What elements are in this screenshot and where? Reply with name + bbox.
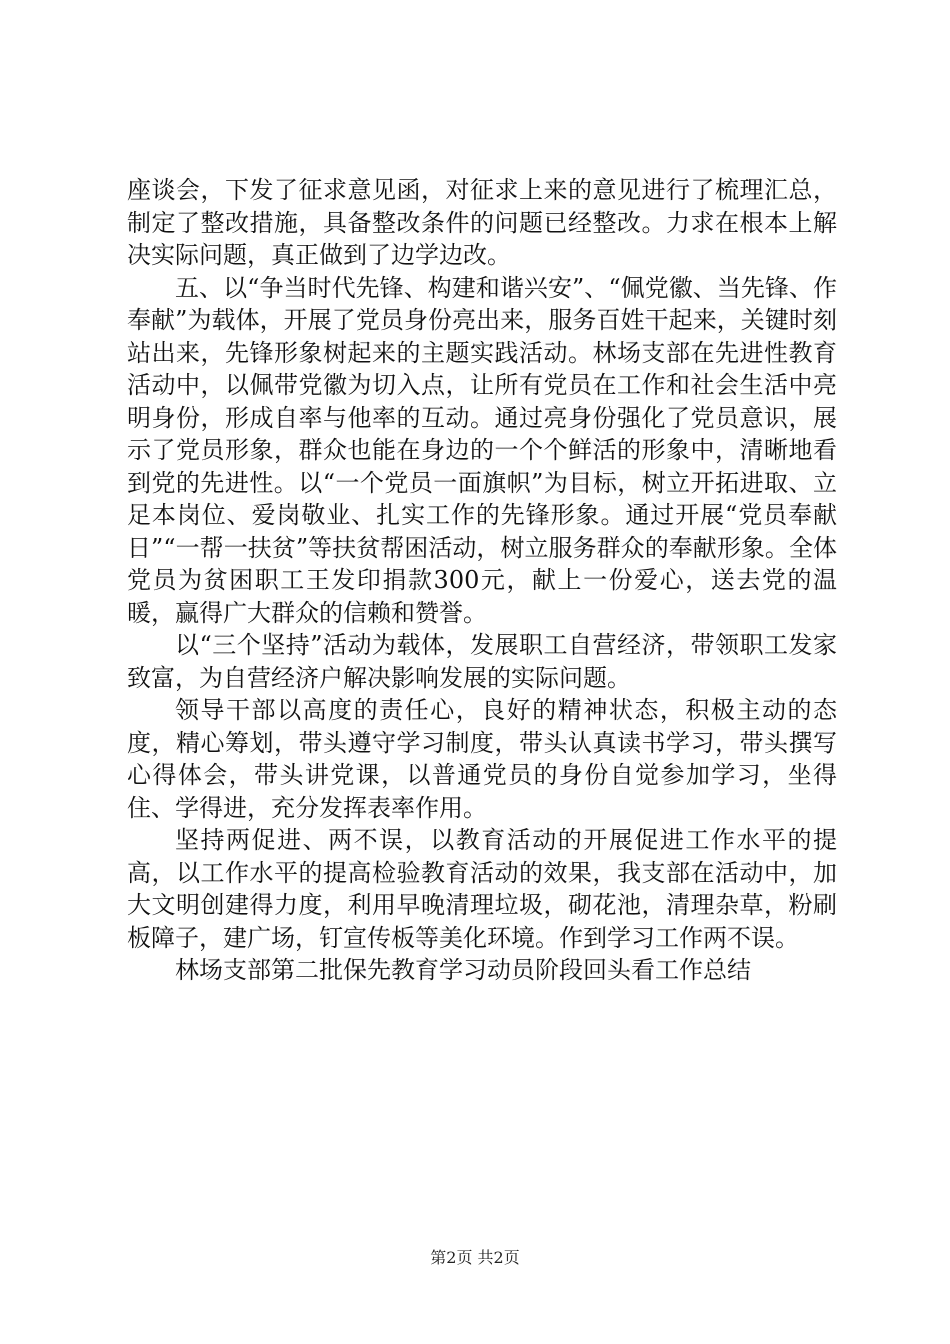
paragraph-continuation: 座谈会，下发了征求意见函，对征求上来的意见进行了梳理汇总，制定了整改措施，具备整改条件的问题已经整改。力求在根本上解决实际问题，真正做到了边学边改。 [127, 176, 837, 269]
page-number-footer: 第2页 共2页 [430, 1248, 520, 1267]
document-closing-title: 林场支部第二批保先教育学习动员阶段回头看工作总结 [175, 956, 751, 984]
document-body [127, 174, 837, 987]
paragraph-two-promotions: 坚持两促进、两不误，以教育活动的开展促进工作水平的提高，以工作水平的提高检验教育活动的效果，我支部在活动中，加大文明创建得力度，利用早晚清理垃圾，砌花池，清理杂草，粉刷板障子，建广场，钉宣传板等美化环境。作到学习工作两不误。 [127, 826, 837, 952]
paragraph-three-persist: 以“三个坚持”活动为载体，发展职工自营经济，带领职工发家致富，为自营经济户解决影响发展的实际问题。 [127, 631, 837, 692]
paragraph-leadership: 领导干部以高度的责任心，良好的精神状态，积极主动的态度，精心筹划，带头遵守学习制度，带头认真读书学习，带头撰写心得体会，带头讲党课，以普通党员的身份自觉参加学习，坐得住、学得进，充分发挥表率作用。 [127, 696, 837, 822]
paragraph-section-five: 五、以“争当时代先锋、构建和谐兴安”、“佩党徽、当先锋、作奉献”为载体，开展了党员身份亮出来，服务百姓干起来，关键时刻站出来，先锋形象树起来的主题实践活动。林场支部在先进性教育活动中，以佩带党徽为切入点，让所有党员在工作和社会生活中亮明身份，形成自率与他率的互动。通过亮身份强化了党员意识，展示了党员形象，群众也能在身边的一个个鲜活的形象中，清晰地看到党的先进性。以“一个党员一面旗帜”为目标，树立开拓进取、立足本岗位、爱岗敬业、扎实工作的先锋形象。通过开展“党员奉献日”“一帮一扶贫”等扶贫帮困活动，树立服务群众的奉献形象。全体党员为贫困职工王发印捐款300元，献上一份爱心，送去党的温暖，赢得广大群众的信赖和赞誉。 [127, 273, 837, 627]
